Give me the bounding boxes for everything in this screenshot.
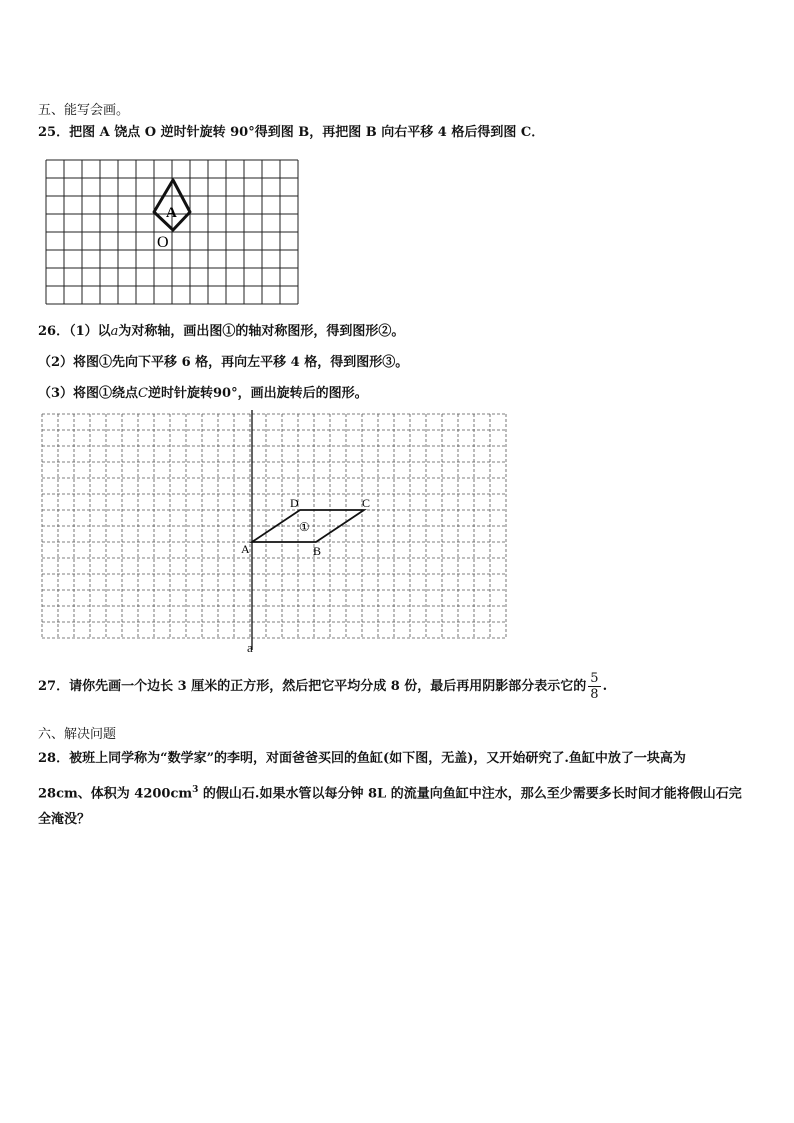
question-27 xyxy=(38,668,607,706)
q26-p3-prefix: （3）将图①绕点 xyxy=(38,386,139,401)
point-d-label: D xyxy=(290,496,299,510)
point-b-label: B xyxy=(313,544,322,558)
question-28-line-1: 28．被班上同学称为“数学家”的李明，对面爸爸买回的鱼缸(如下图，无盖)，又开始研究了.鱼缸中放了一块高为 xyxy=(38,751,686,766)
q26-p1-prefix: 26．（1）以 xyxy=(38,324,111,339)
question-28-line-2 xyxy=(38,782,742,802)
question-25 xyxy=(38,125,544,141)
point-a-label: A xyxy=(241,542,250,556)
question-26-part-3 xyxy=(38,386,368,402)
fraction-numerator: 5 xyxy=(590,671,599,686)
q26-p3-suffix: 逆时针旋转90°，画出旋转后的图形。 xyxy=(148,386,368,401)
q26-grid-figure xyxy=(40,410,514,656)
question-28-line-3: 全淹没？ xyxy=(38,812,91,827)
question-27-text: 27．请你先画一个边长 3 厘米的正方形，然后把它平均分成 8 份，最后再用阴影部分表示它的 xyxy=(38,679,587,694)
axis-a-label: a xyxy=(247,640,253,655)
q26-p1-suffix: 为对称轴，画出图①的轴对称图形，得到图形②。 xyxy=(118,324,405,339)
question-26-part-1 xyxy=(38,324,404,340)
question-25-number: 25． xyxy=(38,125,70,140)
q26-p3-var: C xyxy=(138,386,148,401)
fraction-denominator: 8 xyxy=(590,687,599,702)
q28-line2-post: 的假山石.如果水管以每分钟 8L 的流量向鱼缸中注水，那么至少需要多长时间才能将假山石完 xyxy=(198,786,742,802)
question-26-part-2: （2）将图①先向下平移 6 格，再向左平移 4 格，得到图形③。 xyxy=(38,355,409,370)
q28-superscript: 3 xyxy=(192,785,199,795)
section-6-title: 六、解决问题 xyxy=(38,727,117,742)
q26-p1-var: a xyxy=(110,324,119,339)
q25-grid-figure xyxy=(44,158,300,306)
section-5-title: 五、能写会画。 xyxy=(38,103,130,118)
fraction-five-eighths xyxy=(588,671,600,702)
q28-line2-pre: 28cm、体积为 4200cm xyxy=(38,786,193,802)
point-o-label: O xyxy=(157,234,169,251)
question-25-text: 把图 A 饶点 O 逆时针旋转 90°得到图 B，再把图 B 向右平移 4 格后得到图 C． xyxy=(69,125,545,140)
shape-1-label: ① xyxy=(299,520,310,534)
question-27-end: . xyxy=(602,679,608,694)
point-c-label: C xyxy=(362,496,371,510)
q26-grid-lines xyxy=(42,414,506,638)
shape-a-label: A xyxy=(166,205,177,221)
